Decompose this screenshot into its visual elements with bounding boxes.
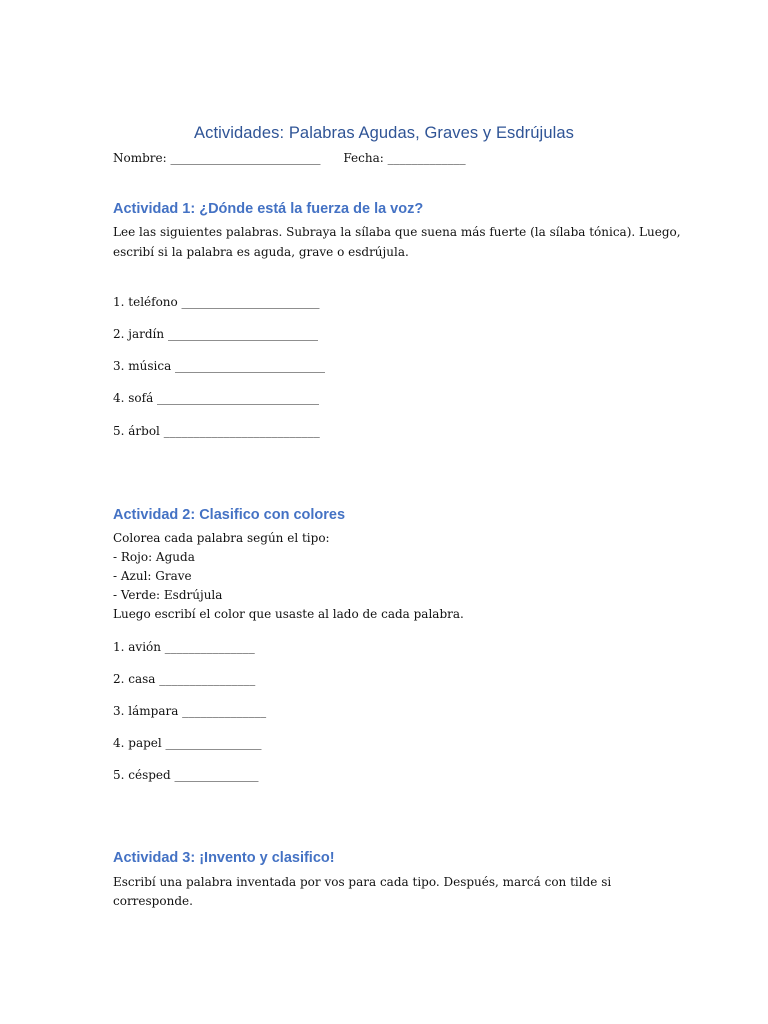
activity-1-item: 5. árbol __________________________ bbox=[113, 424, 320, 438]
activity-1-instruction-line: Lee las siguientes palabras. Subraya la sílaba que suena más fuerte (la sílaba tónica). Luego, bbox=[113, 225, 681, 239]
activity-2-item: 3. lámpara ______________ bbox=[113, 704, 267, 718]
activity-3-instruction-line: Escribí una palabra inventada por vos para cada tipo. Después, marcá con tilde si bbox=[113, 875, 612, 889]
activity-1-item: 2. jardín _________________________ bbox=[113, 327, 318, 341]
activity-2-instruction-line: Colorea cada palabra según el tipo: bbox=[113, 531, 330, 545]
name-date-line: Nombre: _________________________ Fecha: _____________ bbox=[113, 151, 466, 165]
activity-1-instruction-line: escribí si la palabra es aguda, grave o esdrújula. bbox=[113, 245, 409, 259]
activity-1-item: 4. sofá ___________________________ bbox=[113, 391, 320, 405]
activity-3-instruction-line: corresponde. bbox=[113, 894, 193, 908]
activity-3-heading: Actividad 3: ¡Invento y clasifico! bbox=[113, 850, 335, 866]
activity-2-item: 2. casa ________________ bbox=[113, 672, 256, 686]
activity-1-heading: Actividad 1: ¿Dónde está la fuerza de la voz? bbox=[113, 201, 424, 217]
activity-2-instruction-line: - Rojo: Aguda bbox=[113, 550, 195, 564]
document-title: Actividades: Palabras Agudas, Graves y Esdrújulas bbox=[193, 124, 574, 142]
activity-2-instruction-line: - Verde: Esdrújula bbox=[113, 588, 223, 602]
activity-2-instruction-line: Luego escribí el color que usaste al lado de cada palabra. bbox=[113, 607, 464, 621]
activity-2-item: 1. avión _______________ bbox=[113, 640, 255, 654]
activity-2-instruction-line: - Azul: Grave bbox=[113, 569, 192, 583]
activity-1-item: 3. música _________________________ bbox=[113, 359, 326, 373]
activity-2-heading: Actividad 2: Clasifico con colores bbox=[113, 507, 346, 523]
activity-1-item: 1. teléfono _______________________ bbox=[113, 295, 320, 309]
activity-2-item: 4. papel ________________ bbox=[113, 736, 262, 750]
activity-2-item: 5. césped ______________ bbox=[113, 768, 259, 782]
